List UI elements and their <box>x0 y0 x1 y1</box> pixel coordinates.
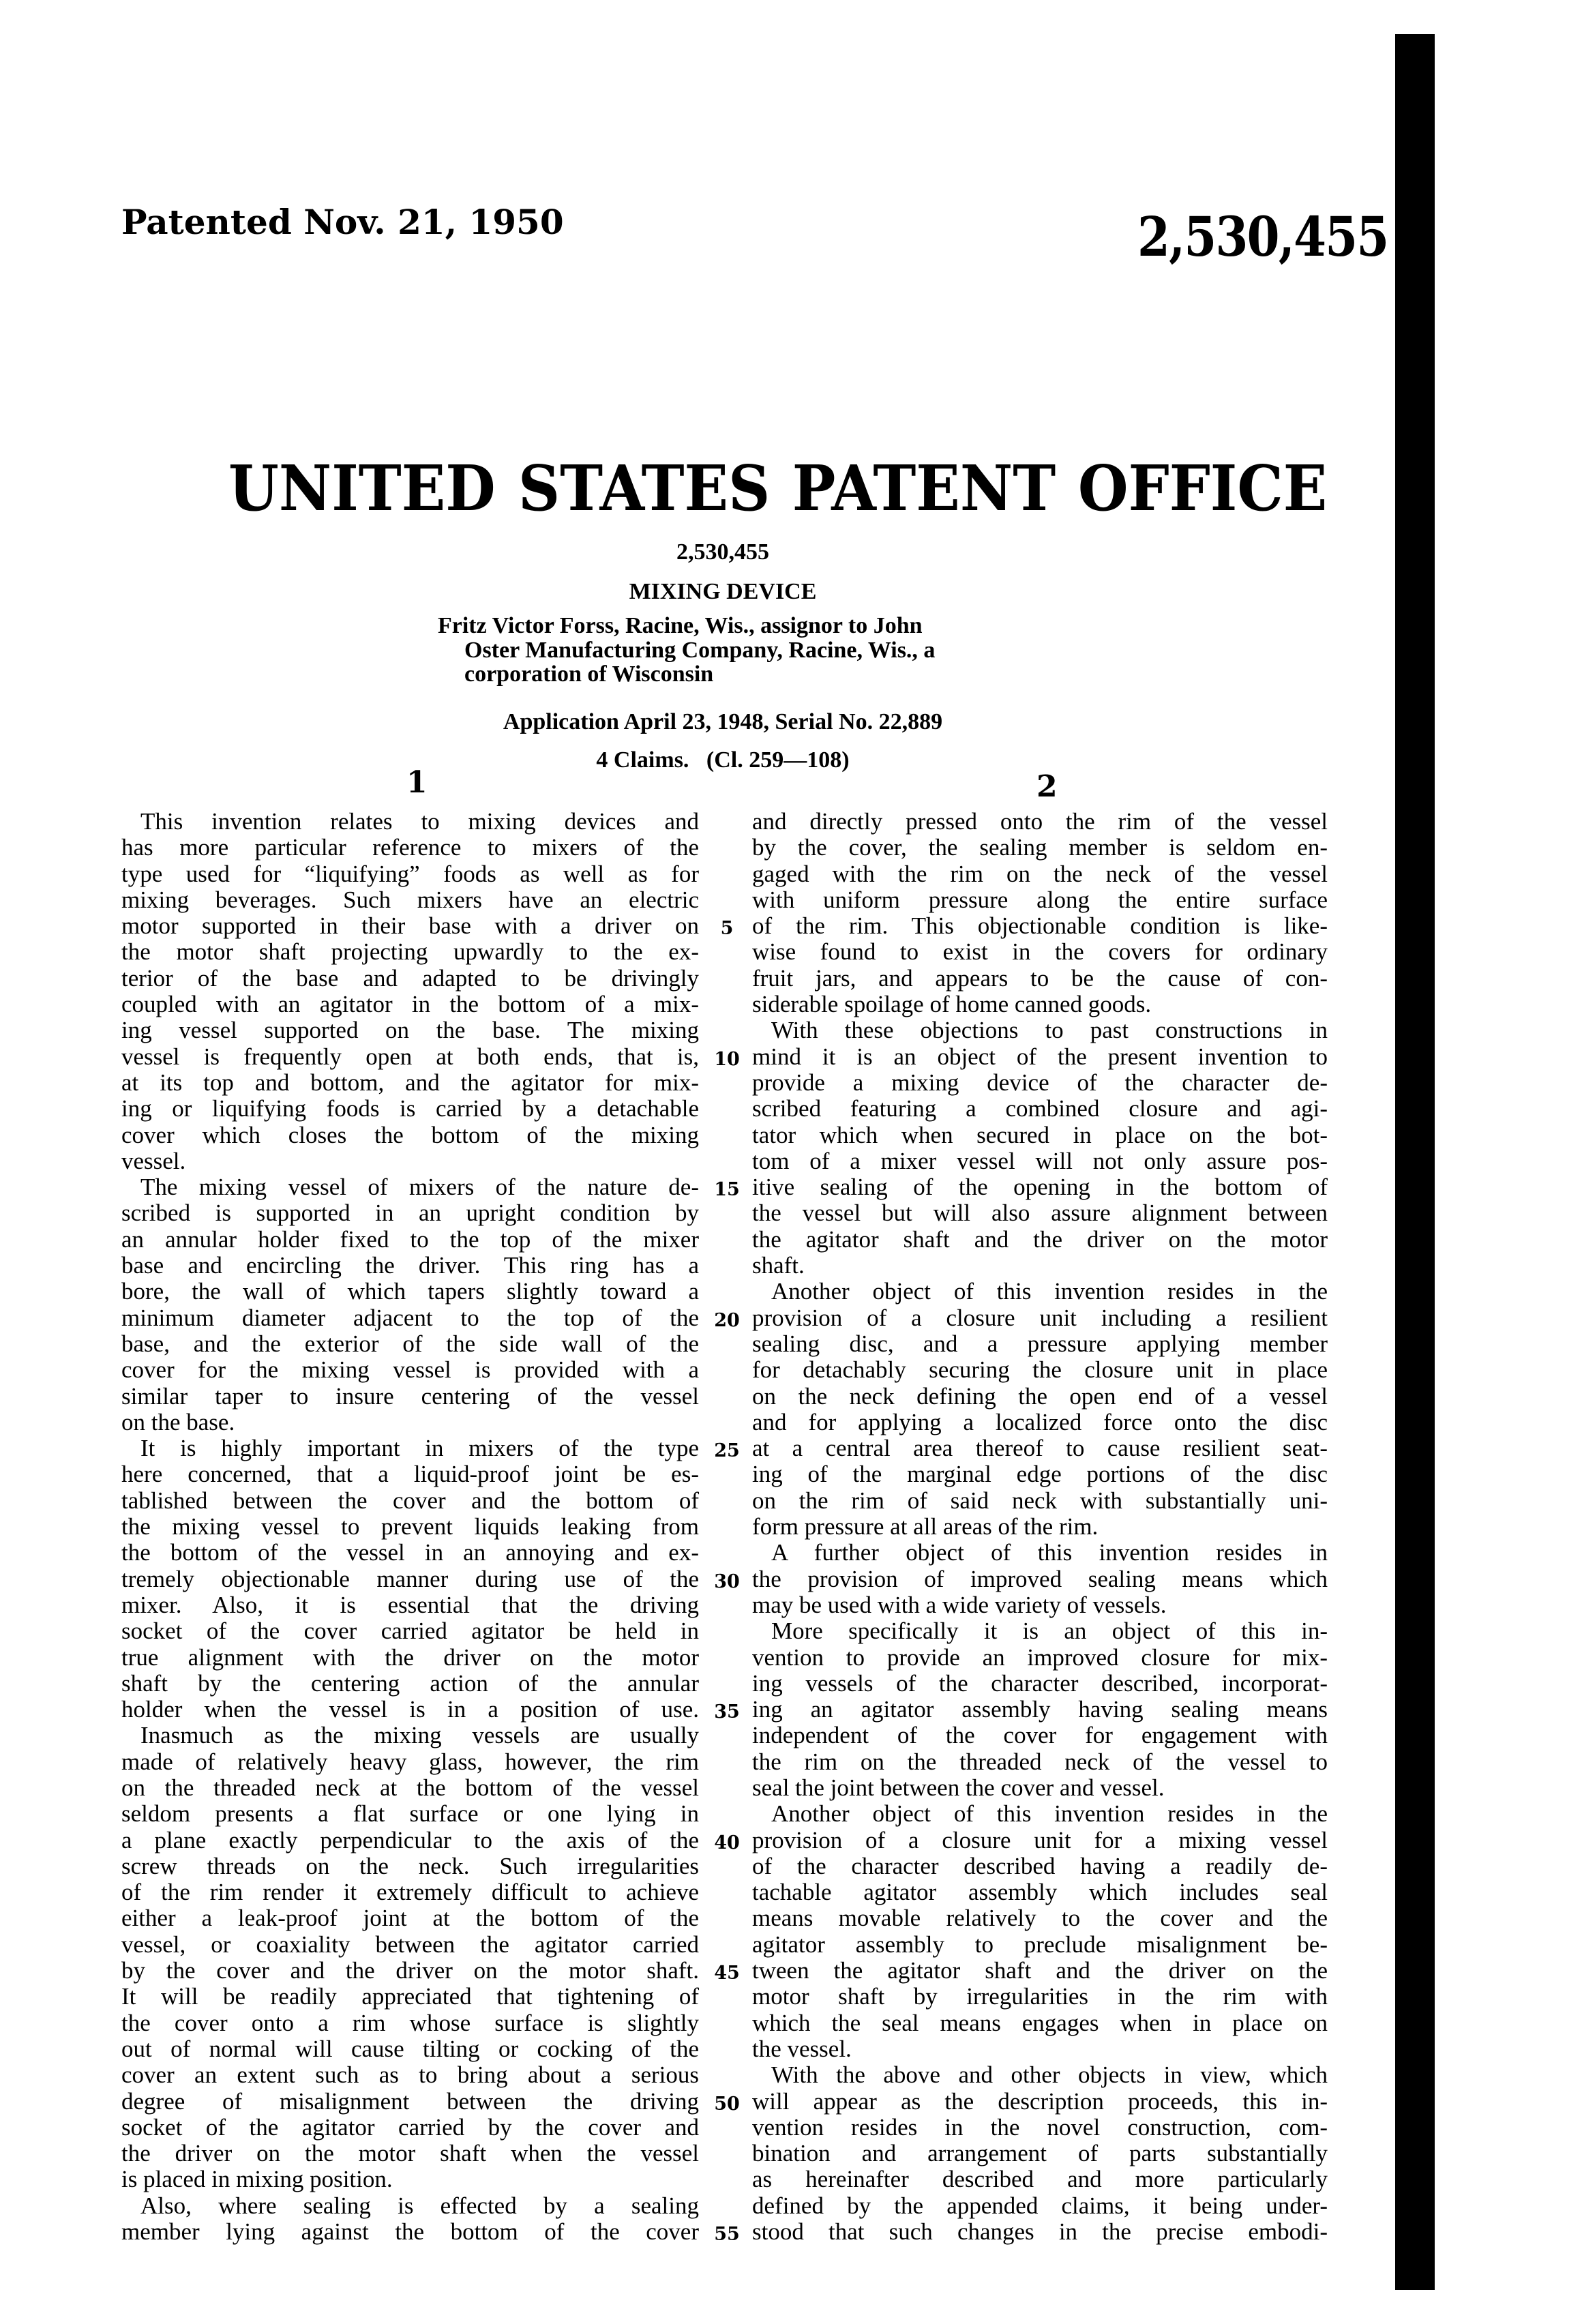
text-line: With these objections to past constructions in <box>771 1017 1328 1044</box>
text-line: fruit jars, and appears to be the cause of con- <box>752 964 1328 992</box>
text-line: socket of the cover carried agitator be held in <box>121 1618 699 1645</box>
assignee-line: Oster Manufacturing Company, Racine, Wis., a <box>464 638 936 663</box>
text-line: for detachably securing the closure unit in place <box>752 1356 1328 1384</box>
text-line: provision of a closure unit including a resilient <box>752 1304 1328 1331</box>
text-line: base and encircling the driver. This ring has a <box>121 1252 699 1279</box>
text-line: minimum diameter adjacent to the top of the <box>121 1304 699 1331</box>
text-line: vessel. <box>121 1147 186 1174</box>
text-line: either a leak-proof joint at the bottom of the <box>121 1905 699 1932</box>
text-line: scribed featuring a combined closure and agi- <box>752 1095 1328 1122</box>
text-line: vention resides in the novel construction, com- <box>752 2113 1328 2141</box>
text-line: gaged with the rim on the neck of the vessel <box>752 860 1328 887</box>
text-column-right <box>752 809 1328 2245</box>
text-line: here concerned, that a liquid-proof joint be es- <box>121 1461 699 1488</box>
text-line: of the rim render it extremely difficult to achieve <box>121 1879 699 1906</box>
text-line: form pressure at all areas of the rim. <box>752 1513 1099 1540</box>
text-line: With the above and other objects in view, which <box>771 2061 1328 2089</box>
text-line: and for applying a localized force onto the disc <box>752 1408 1328 1435</box>
text-line: degree of misalignment between the driving <box>121 2087 699 2115</box>
text-line: tween the agitator shaft and the driver on the <box>752 1957 1328 1984</box>
text-line: true alignment with the driver on the motor <box>121 1643 699 1671</box>
text-line: tremely objectionable manner during use of the <box>121 1565 699 1592</box>
text-line: mixing beverages. Such mixers have an electric <box>121 886 699 913</box>
text-line: holder when the vessel is in a position of use. <box>121 1696 699 1723</box>
text-line: itive sealing of the opening in the bottom of <box>752 1174 1328 1201</box>
text-line: ing vessel supported on the base. The mixing <box>121 1017 699 1044</box>
text-line: the rim on the threaded neck of the vessel to <box>752 1748 1328 1775</box>
text-line: the provision of improved sealing means which <box>752 1565 1328 1592</box>
text-line: A further object of this invention resides in <box>771 1539 1328 1566</box>
column-number-2: 2 <box>1036 769 1058 804</box>
text-line: screw threads on the neck. Such irregularities <box>121 1852 699 1879</box>
text-line: terior of the base and adapted to be drivingly <box>121 964 699 992</box>
line-number: 20 <box>714 1309 740 1331</box>
text-line: seldom presents a flat surface or one lying in <box>121 1800 699 1828</box>
line-number: 10 <box>714 1048 740 1070</box>
text-line: coupled with an agitator in the bottom of a mix- <box>121 991 699 1018</box>
text-line: Another object of this invention resides in the <box>771 1800 1328 1828</box>
text-line: tachable agitator assembly which includes seal <box>752 1879 1328 1906</box>
text-line: the agitator shaft and the driver on the motor <box>752 1225 1328 1253</box>
line-number: 15 <box>714 1179 740 1201</box>
text-line: on the rim of said neck with substantially uni- <box>752 1487 1328 1514</box>
text-line: cover an extent such as to bring about a serious <box>121 2061 699 2089</box>
text-line: ing an agitator assembly having sealing means <box>752 1696 1328 1723</box>
text-line: of the rim. This objectionable condition is like- <box>752 912 1328 940</box>
text-line: defined by the appended claims, it being under- <box>752 2192 1328 2219</box>
text-line: the mixing vessel to prevent liquids leaking from <box>121 1513 699 1540</box>
text-line: mixer. Also, it is essential that the driving <box>121 1591 699 1618</box>
text-line: which the seal means engages when in place on <box>752 2009 1328 2036</box>
text-line: tablished between the cover and the bottom of <box>121 1487 699 1514</box>
text-line: Another object of this invention resides in the <box>771 1278 1328 1305</box>
text-line: socket of the agitator carried by the cover and <box>121 2113 699 2141</box>
text-line: on the threaded neck at the bottom of the vessel <box>121 1774 699 1801</box>
text-line: provision of a closure unit for a mixing vessel <box>752 1826 1328 1853</box>
assignee-line: corporation of Wisconsin <box>464 661 714 687</box>
text-line: on the neck defining the open end of a vessel <box>752 1382 1328 1410</box>
line-number: 40 <box>714 1832 740 1853</box>
line-number: 25 <box>714 1440 740 1462</box>
text-line: More specifically it is an object of this in- <box>771 1618 1328 1645</box>
text-line: the cover onto a rim whose surface is slightly <box>121 2009 699 2036</box>
text-line: on the base. <box>121 1408 235 1435</box>
invention-title: MIXING DEVICE <box>629 579 817 604</box>
text-line: provide a mixing device of the character de- <box>752 1069 1328 1096</box>
text-line: has more particular reference to mixers of the <box>121 834 699 861</box>
text-line: a plane exactly perpendicular to the axis of the <box>121 1826 699 1853</box>
text-line: means movable relatively to the cover and the <box>752 1905 1328 1932</box>
text-line: cover for the mixing vessel is provided with a <box>121 1356 699 1384</box>
text-line: tator which when secured in place on the bot- <box>752 1121 1328 1148</box>
text-line: shaft. <box>752 1252 805 1279</box>
text-line: the vessel. <box>752 2035 852 2062</box>
text-line: vessel, or coaxiality between the agitator carried <box>121 1931 699 1958</box>
text-line: ing of the marginal edge portions of the disc <box>752 1461 1328 1488</box>
line-number: 35 <box>714 1701 740 1723</box>
patent-number-header: 2,530,455 <box>1137 205 1388 269</box>
text-line: the bottom of the vessel in an annoying and ex- <box>121 1539 699 1566</box>
line-number: 55 <box>714 2224 740 2246</box>
text-line: the driver on the motor shaft when the vessel <box>121 2140 699 2167</box>
text-line: agitator assembly to preclude misalignment be- <box>752 1931 1328 1958</box>
text-line: It will be readily appreciated that tightening of <box>121 1983 699 2010</box>
patented-date: Patented Nov. 21, 1950 <box>121 202 564 242</box>
text-line: bination and arrangement of parts substantially <box>752 2140 1328 2167</box>
text-line: out of normal will cause tilting or cocking of the <box>121 2035 699 2062</box>
application-info: Application April 23, 1948, Serial No. 22,889 <box>503 709 943 734</box>
column-number-1: 1 <box>406 765 428 800</box>
text-line: the motor shaft projecting upwardly to the ex- <box>121 938 699 966</box>
text-line: Inasmuch as the mixing vessels are usually <box>140 1722 699 1749</box>
text-line: vessel is frequently open at both ends, that is, <box>121 1043 699 1070</box>
text-column-left <box>121 809 699 2245</box>
text-line: mind it is an object of the present invention to <box>752 1043 1328 1070</box>
inventor-line: Fritz Victor Forss, Racine, Wis., assignor to John <box>438 613 923 638</box>
text-line: may be used with a wide variety of vessels. <box>752 1591 1167 1618</box>
text-line: It is highly important in mixers of the type <box>140 1435 699 1462</box>
text-line: motor shaft by irregularities in the rim with <box>752 1983 1328 2010</box>
text-line: made of relatively heavy glass, however, the rim <box>121 1748 699 1775</box>
text-line: wise found to exist in the covers for ordinary <box>752 938 1328 966</box>
office-title-word: OFFICE <box>1077 451 1328 525</box>
text-line: seal the joint between the cover and vessel. <box>752 1774 1165 1801</box>
text-line: with uniform pressure along the entire surface <box>752 886 1328 913</box>
text-line: ing or liquifying foods is carried by a detachable <box>121 1095 699 1122</box>
text-line: Also, where sealing is effected by a sealing <box>140 2192 699 2219</box>
text-line: bore, the wall of which tapers slightly toward a <box>121 1278 699 1305</box>
text-line: similar taper to insure centering of the vessel <box>121 1382 699 1410</box>
line-number: 30 <box>714 1570 740 1592</box>
scan-edge-bar <box>1395 34 1435 2290</box>
text-line: vention to provide an improved closure for mix- <box>752 1643 1328 1671</box>
text-line: is placed in mixing position. <box>121 2166 393 2193</box>
text-line: independent of the cover for engagement with <box>752 1722 1328 1749</box>
text-line: and directly pressed onto the rim of the vessel <box>752 808 1328 835</box>
text-line: as hereinafter described and more particularly <box>752 2166 1328 2193</box>
text-line: motor supported in their base with a driver on <box>121 912 699 940</box>
text-line: at its top and bottom, and the agitator for mix- <box>121 1069 699 1096</box>
text-line: at a central area thereof to cause resilient seat- <box>752 1435 1328 1462</box>
text-line: by the cover, the sealing member is seldom en- <box>752 834 1328 861</box>
text-line: type used for “liquifying” foods as well as for <box>121 860 699 887</box>
office-title-word: PATENT <box>792 451 1056 525</box>
office-title-word: STATES <box>518 451 770 525</box>
text-line: by the cover and the driver on the motor shaft. <box>121 1957 699 1984</box>
text-line: base, and the exterior of the side wall of the <box>121 1330 699 1357</box>
text-line: siderable spoilage of home canned goods. <box>752 991 1152 1018</box>
text-line: an annular holder fixed to the top of the mixer <box>121 1225 699 1253</box>
line-number: 45 <box>714 1963 740 1984</box>
text-line: ing vessels of the character described, incorporat- <box>752 1669 1328 1697</box>
text-line: The mixing vessel of mixers of the nature de- <box>140 1174 699 1201</box>
text-line: This invention relates to mixing devices and <box>140 808 699 835</box>
text-line: will appear as the description proceeds, this in- <box>752 2087 1328 2115</box>
claims-classification: 4 Claims. (Cl. 259—108) <box>596 747 850 773</box>
text-line: cover which closes the bottom of the mixing <box>121 1121 699 1148</box>
text-line: the vessel but will also assure alignment between <box>752 1200 1328 1227</box>
office-title-word: UNITED <box>228 451 496 525</box>
text-line: shaft by the centering action of the annular <box>121 1669 699 1697</box>
office-title <box>217 451 1328 525</box>
line-number: 50 <box>714 2093 740 2115</box>
patent-number: 2,530,455 <box>676 539 769 565</box>
text-line: member lying against the bottom of the cover <box>121 2218 699 2246</box>
text-line: tom of a mixer vessel will not only assure pos- <box>752 1147 1328 1174</box>
text-line: scribed is supported in an upright condition by <box>121 1200 699 1227</box>
text-line: of the character described having a readily de- <box>752 1852 1328 1879</box>
text-line: stood that such changes in the precise embodi- <box>752 2218 1328 2246</box>
line-number: 5 <box>720 918 734 940</box>
text-line: sealing disc, and a pressure applying member <box>752 1330 1328 1357</box>
